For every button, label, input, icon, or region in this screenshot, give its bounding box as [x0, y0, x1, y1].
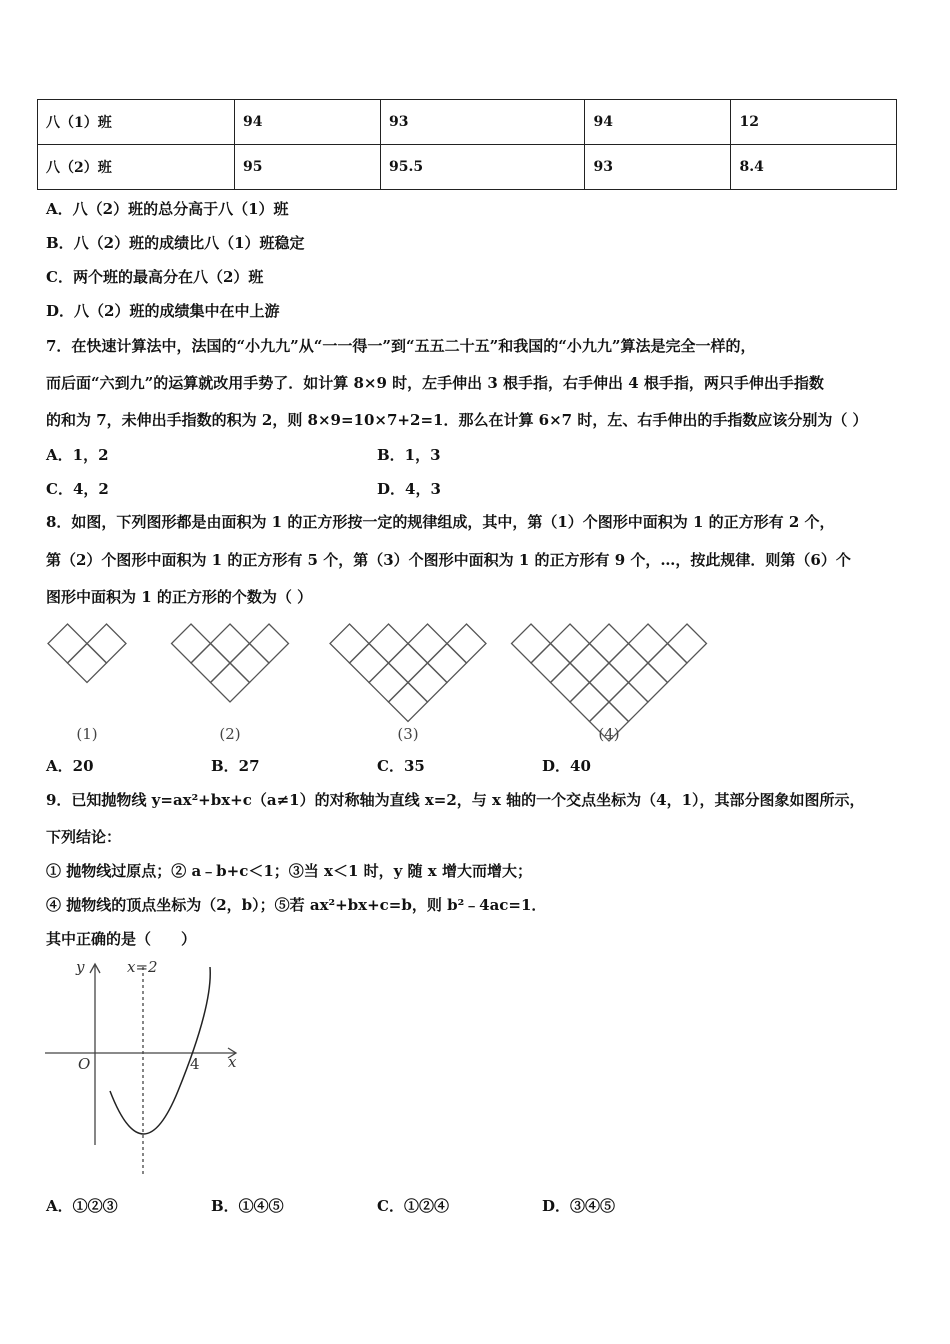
- parabola-graph: [40, 955, 250, 1180]
- unit-square: [68, 644, 107, 683]
- table-cell: 8.4: [731, 145, 897, 190]
- y-axis-label: y: [76, 958, 85, 976]
- q7-stem-line: 的和为 7，未伸出手指数的积为 2，则 8×9=10×7+2=1．那么在计算 6×7 时，左、右手伸出的手指数应该分别为（ ）: [46, 411, 868, 429]
- q9-stem-line: 下列结论：: [46, 828, 122, 846]
- unit-square: [211, 663, 250, 702]
- unit-square: [408, 663, 447, 702]
- unit-square: [389, 644, 428, 683]
- unit-square: [87, 624, 126, 663]
- unit-square: [172, 624, 211, 663]
- q7-stem-line: 7．在快速计算法中，法国的“小九九”从“一一得一”到“五五二十五”和我国的“小九九”算法是完全一样的，: [46, 337, 756, 355]
- unit-square: [48, 624, 87, 663]
- unit-square: [369, 663, 408, 702]
- q9-option-a: A．①②③: [46, 1197, 118, 1215]
- unit-square: [590, 624, 629, 663]
- parabola-curve: [110, 967, 210, 1134]
- q9-stem-line: 其中正确的是（ ）: [46, 930, 197, 948]
- q7-option-a: A．1，2: [46, 446, 109, 464]
- unit-square: [512, 624, 551, 663]
- table-row: [38, 100, 897, 145]
- score-table: [37, 99, 897, 190]
- table-cell: 八（2）班: [38, 145, 235, 190]
- table-row: [38, 145, 897, 190]
- q6-option-d: D．八（2）班的成绩集中在中上游: [46, 302, 280, 320]
- table-cell: 95: [235, 145, 381, 190]
- unit-square: [570, 644, 609, 683]
- q7-option-d: D．4，3: [377, 480, 441, 498]
- table-cell: 93: [380, 100, 585, 145]
- figure-label: (4): [598, 725, 620, 743]
- q9-option-d: D．③④⑤: [542, 1197, 616, 1215]
- square-pattern-figure: [0, 610, 950, 750]
- q7-option-c: C．4，2: [46, 480, 109, 498]
- q8-option-a: A．20: [46, 757, 94, 775]
- q8-option-d: D．40: [542, 757, 591, 775]
- unit-square: [250, 624, 289, 663]
- q6-option-a: A．八（2）班的总分高于八（1）班: [46, 200, 289, 218]
- q6-option-c: C．两个班的最高分在八（2）班: [46, 268, 264, 286]
- table-cell: 12: [731, 100, 897, 145]
- table-cell: 94: [235, 100, 381, 145]
- unit-square: [330, 624, 369, 663]
- q9-option-b: B．①④⑤: [211, 1197, 284, 1215]
- table-cell: 八（1）班: [38, 100, 235, 145]
- q8-stem-line: 图形中面积为 1 的正方形的个数为（ ）: [46, 588, 313, 606]
- q7-stem-line: 而后面“六到九”的运算就改用手势了．如计算 8×9 时，左手伸出 3 根手指，右手伸出 4 根手指，两只手伸出手指数: [46, 374, 824, 392]
- figure-label: (2): [219, 725, 241, 743]
- q7-option-b: B．1，3: [377, 446, 441, 464]
- unit-square: [609, 683, 648, 722]
- unit-square: [447, 624, 486, 663]
- unit-square: [629, 663, 668, 702]
- unit-square: [369, 624, 408, 663]
- unit-square: [531, 644, 570, 683]
- q9-statement-line: ④ 抛物线的顶点坐标为（2，b）；⑤若 ax²+bx+c=b，则 b²﹣4ac=1．: [46, 896, 547, 914]
- unit-square: [668, 624, 707, 663]
- q9-option-c: C．①②④: [377, 1197, 449, 1215]
- unit-square: [350, 644, 389, 683]
- table-cell: 93: [585, 145, 731, 190]
- unit-square: [648, 644, 687, 683]
- q8-option-b: B．27: [211, 757, 260, 775]
- unit-square: [551, 663, 590, 702]
- unit-square: [590, 663, 629, 702]
- q9-stem-line: 9．已知抛物线 y=ax²+bx+c（a≠1）的对称轴为直线 x=2，与 x 轴的一个交点坐标为（4，1），其部分图象如图所示，: [46, 791, 865, 809]
- figure-label: (1): [76, 725, 98, 743]
- q8-stem-line: 第（2）个图形中面积为 1 的正方形有 5 个，第（3）个图形中面积为 1 的正方形有 9 个，…，按此规律．则第（6）个: [46, 551, 851, 569]
- root-label: 4: [190, 1055, 200, 1073]
- q8-option-c: C．35: [377, 757, 425, 775]
- unit-square: [551, 624, 590, 663]
- table-cell: 94: [585, 100, 731, 145]
- figure-label: (3): [397, 725, 419, 743]
- unit-square: [211, 624, 250, 663]
- table-cell: 95.5: [380, 145, 585, 190]
- q8-stem-line: 8．如图，下列图形都是由面积为 1 的正方形按一定的规律组成，其中，第（1）个图形中面积为 1 的正方形有 2 个，: [46, 513, 835, 531]
- q6-option-b: B．八（2）班的成绩比八（1）班稳定: [46, 234, 305, 252]
- x-axis-label: x: [228, 1053, 237, 1071]
- q9-statement-line: ① 抛物线过原点；② a﹣b+c＜1；③当 x＜1 时，y 随 x 增大而增大；: [46, 862, 532, 880]
- origin-label: O: [78, 1055, 91, 1073]
- unit-square: [609, 644, 648, 683]
- unit-square: [570, 683, 609, 722]
- unit-square: [191, 644, 230, 683]
- unit-square: [629, 624, 668, 663]
- unit-square: [389, 683, 428, 722]
- unit-square: [428, 644, 467, 683]
- symmetry-axis-label: x=2: [127, 958, 158, 976]
- unit-square: [408, 624, 447, 663]
- unit-square: [230, 644, 269, 683]
